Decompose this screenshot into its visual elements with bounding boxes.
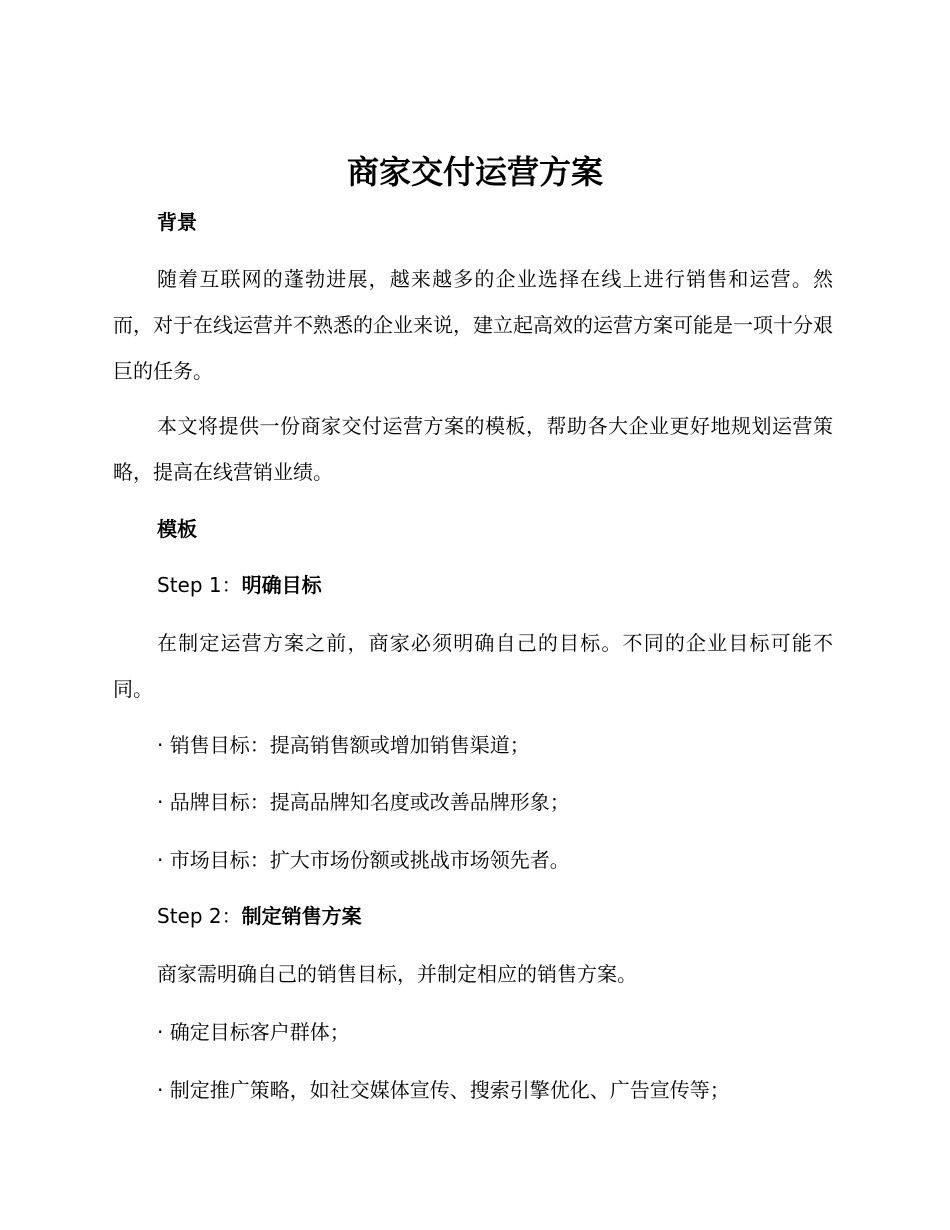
step1-bullet-3: · 市场目标：扩大市场份额或挑战市场领先者。 (157, 848, 570, 872)
background-paragraph-2: 本文将提供一份商家交付运营方案的模板，帮助各大企业更好地规划运营策略，提高在线营销业绩。 (113, 414, 833, 484)
section-heading-background: 背景 (157, 210, 197, 234)
step2-intro: 商家需明确自己的销售目标，并制定相应的销售方案。 (157, 962, 637, 986)
step1-bullet-2: · 品牌目标：提高品牌知名度或改善品牌形象； (157, 790, 570, 814)
document-title: 商家交付运营方案 (346, 153, 603, 191)
step2-bullet-1: · 确定目标客户群体； (157, 1020, 350, 1044)
step2-heading (157, 901, 362, 931)
step2-name: 制定销售方案 (241, 904, 362, 928)
step1-heading (157, 570, 322, 600)
section-heading-template: 模板 (157, 517, 197, 541)
step2-bullet-2: · 制定推广策略，如社交媒体宣传、搜索引擎优化、广告宣传等； (157, 1078, 730, 1102)
step1-name: 明确目标 (241, 573, 322, 597)
step1-paragraph: 在制定运营方案之前，商家必须明确自己的目标。不同的企业目标可能不同。 (113, 631, 833, 701)
step1-bullet-1: · 销售目标：提高销售额或增加销售渠道； (157, 733, 530, 757)
step1-label: Step 1： (157, 573, 242, 597)
step2-label: Step 2： (157, 904, 242, 928)
background-paragraph-1: 随着互联网的蓬勃进展，越来越多的企业选择在线上进行销售和运营。然而，对于在线运营并不熟悉的企业来说，建立起高效的运营方案可能是一项十分艰巨的任务。 (113, 267, 833, 383)
